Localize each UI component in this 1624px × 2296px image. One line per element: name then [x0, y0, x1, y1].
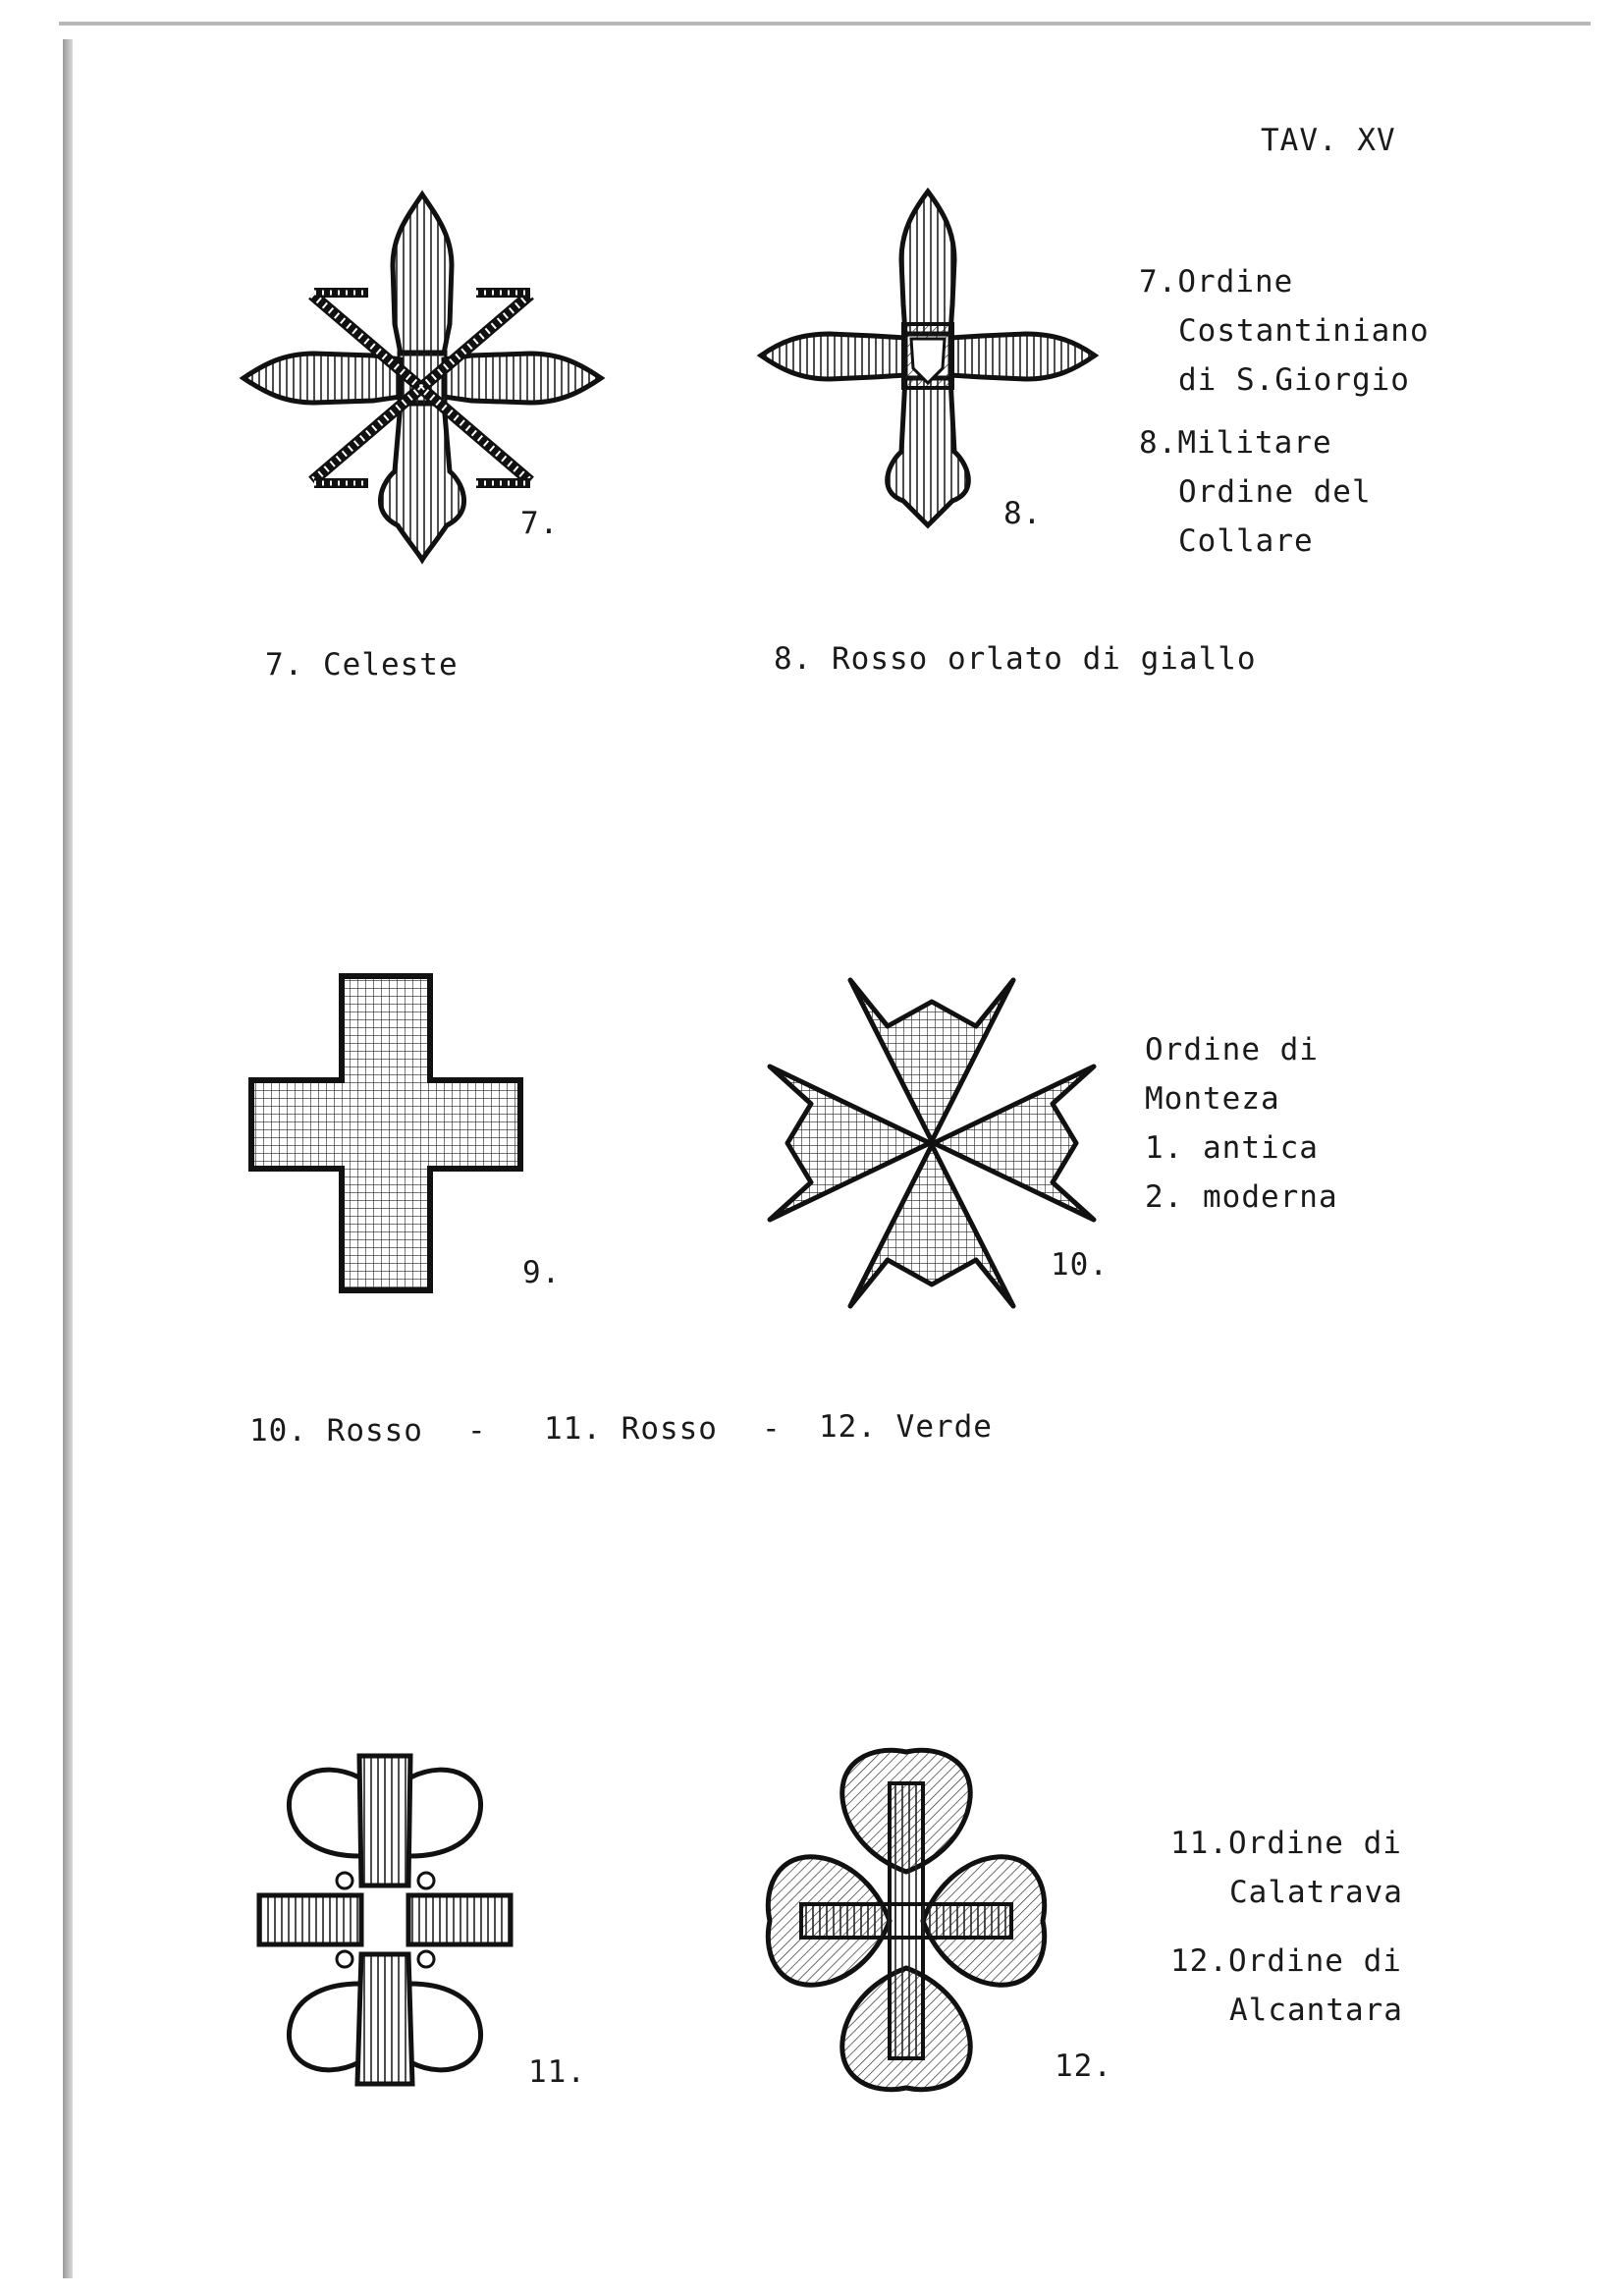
legend-bottom-line-4: Alcantara — [1229, 1993, 1403, 2028]
legend-middle-line-1: Ordine di — [1145, 1032, 1319, 1067]
figure-11-calatrava-cross — [251, 1748, 518, 2092]
figure-11-number: 11. — [528, 2054, 586, 2090]
legend-top-line-5: Ordine del — [1178, 474, 1372, 510]
color-note-11: 11. Rosso — [544, 1411, 718, 1447]
legend-middle-line-3: 1. antica — [1145, 1130, 1319, 1166]
color-note-10: 10. Rosso — [249, 1413, 423, 1449]
figure-7-number: 7. — [520, 506, 560, 541]
dash-2: - — [762, 1411, 782, 1447]
color-note-7: 7. Celeste — [265, 647, 459, 683]
legend-middle-line-4: 2. moderna — [1145, 1179, 1338, 1215]
figure-12-number: 12. — [1055, 2049, 1112, 2084]
legend-top-line-6: Collare — [1178, 523, 1314, 559]
page-top-edge — [59, 22, 1591, 26]
page-left-edge — [63, 39, 73, 2278]
legend-top-line-3: di S.Giorgio — [1178, 362, 1410, 398]
color-note-8: 8. Rosso orlato di giallo — [774, 641, 1257, 677]
legend-bottom-line-1: 11.Ordine di — [1170, 1826, 1402, 1861]
dash-1: - — [467, 1413, 487, 1449]
figure-12-alcantara-cross — [762, 1744, 1051, 2096]
legend-bottom-line-2: Calatrava — [1229, 1875, 1403, 1910]
legend-bottom-line-3: 12.Ordine di — [1170, 1943, 1402, 1979]
color-note-12: 12. Verde — [819, 1409, 993, 1445]
legend-middle-line-2: Monteza — [1145, 1081, 1280, 1117]
figure-10-number: 10. — [1051, 1247, 1109, 1283]
figure-8-collare-cross — [756, 187, 1100, 530]
legend-top-line-4: 8.Militare — [1139, 425, 1332, 461]
figure-9-number: 9. — [522, 1255, 562, 1290]
legend-top-line-2: Costantiniano — [1178, 313, 1430, 349]
plate-label: TAV. XV — [1261, 123, 1396, 158]
legend-top-line-1: 7.Ordine — [1139, 264, 1294, 300]
figure-8-number: 8. — [1003, 496, 1043, 531]
figure-9-greek-cross — [247, 972, 524, 1294]
